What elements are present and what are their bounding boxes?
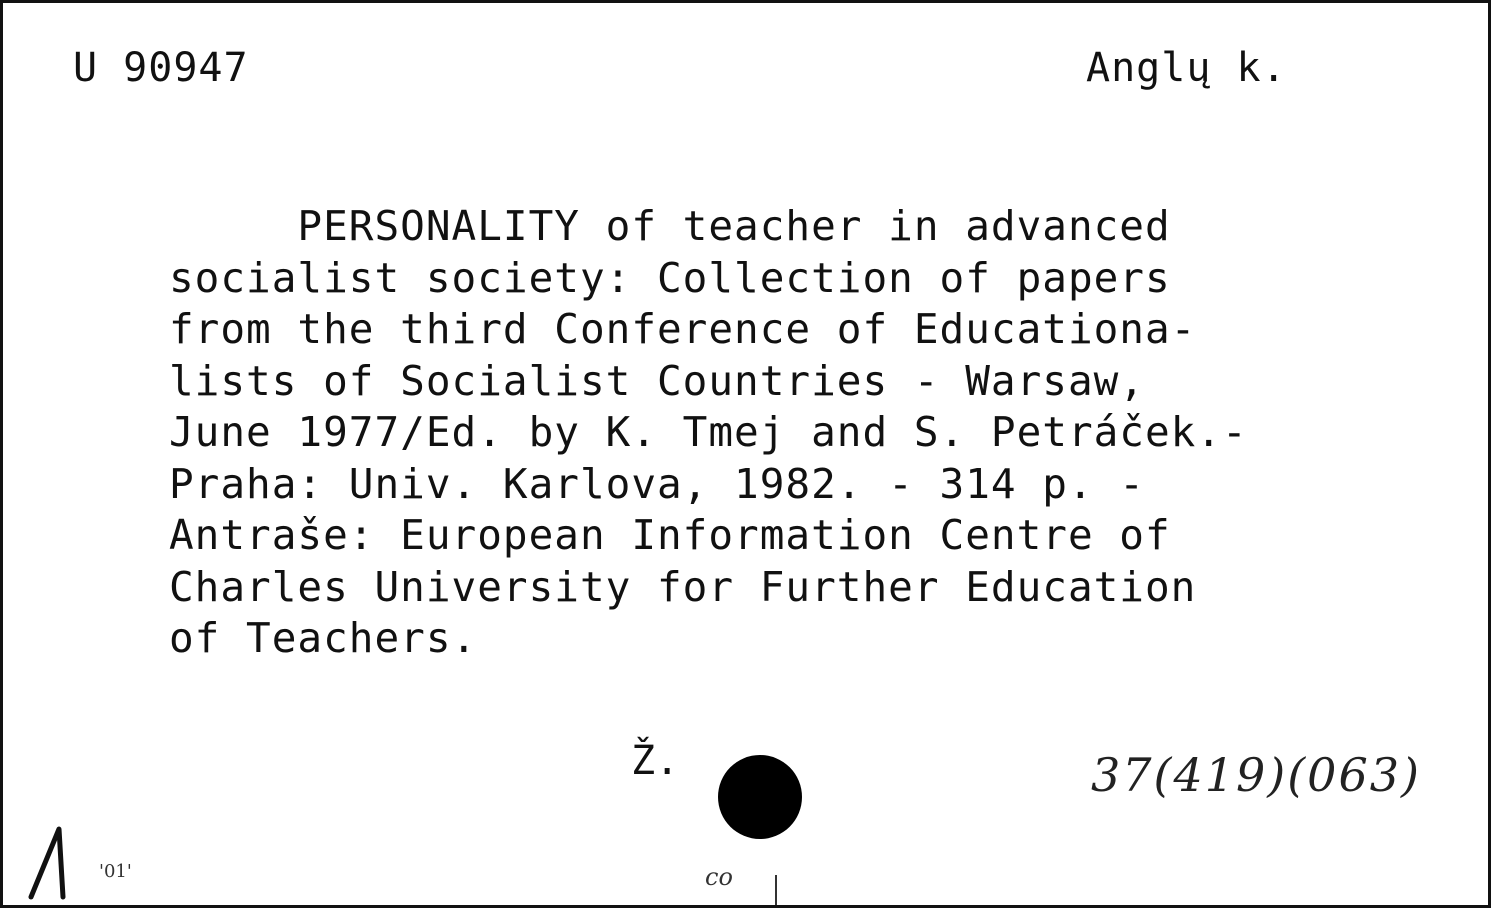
bibliographic-entry (169, 201, 1469, 665)
mark-z: Ž. (631, 738, 680, 784)
handwritten-stroke-icon (23, 823, 83, 903)
entry-line: Praha: Univ. Karlova, 1982. - 314 p. - (169, 459, 1145, 508)
entry-line: socialist society: Collection of papers (169, 253, 1171, 302)
entry-line: lists of Socialist Countries - Warsaw, (169, 356, 1145, 405)
language-label: Anglų k. (1086, 45, 1287, 91)
entry-line: Charles University for Further Education (169, 562, 1197, 611)
handwritten-note-center: co (705, 863, 733, 891)
entry-line: Antraše: European Information Centre of (169, 511, 1171, 559)
entry-line: June 1977/Ed. by K. Tmej and S. Petráček.- (169, 408, 1248, 456)
punch-hole (718, 755, 802, 839)
entry-line: from the third Conference of Educationa- (169, 305, 1197, 353)
handwritten-note-left: '01' (99, 861, 132, 882)
entry-line: PERSONALITY of teacher in advanced (169, 202, 1171, 250)
tick-mark (775, 875, 777, 905)
classification-number: 37(419)(063) (1091, 748, 1421, 802)
call-number: U 90947 (73, 45, 249, 91)
entry-line: of Teachers. (169, 614, 478, 662)
